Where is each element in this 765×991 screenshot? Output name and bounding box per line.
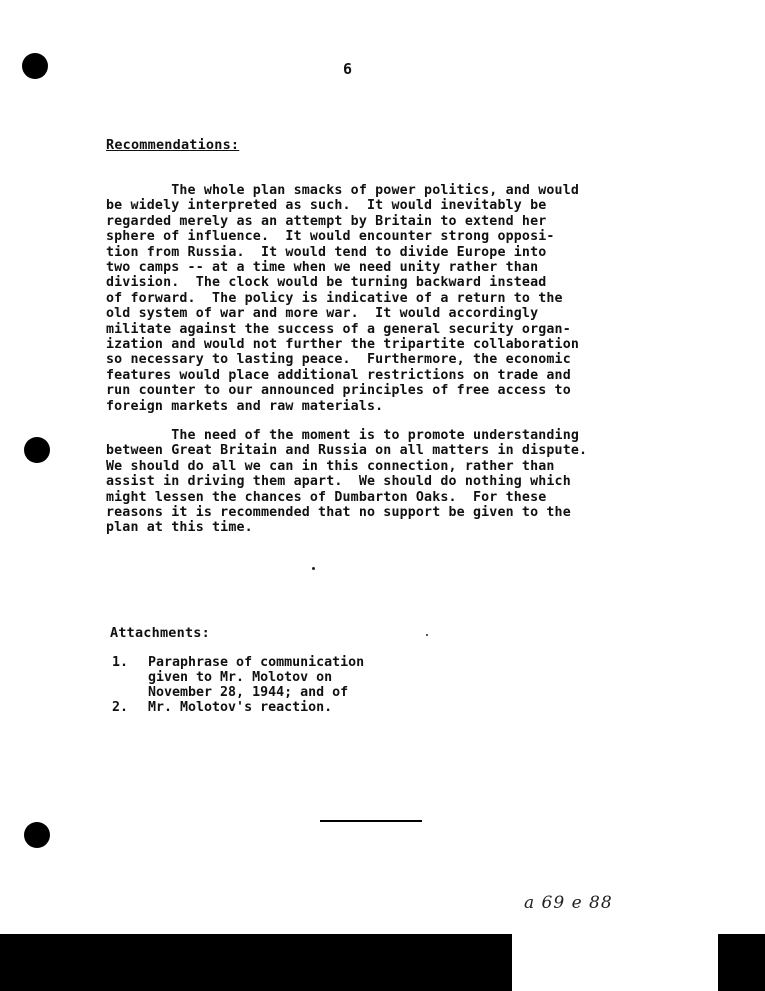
horizontal-rule [320, 820, 422, 822]
text-line: Paraphrase of communication [148, 655, 365, 670]
speck [426, 634, 428, 636]
text-line: reasons it is recommended that no support be given to the [106, 505, 571, 521]
text-line: The whole plan smacks of power politics, and would [106, 183, 580, 198]
punch-hole-bottom [24, 822, 50, 848]
text-line: assist in driving them apart. We should do nothing which [106, 474, 571, 490]
text-line: plan at this time. [106, 520, 253, 536]
text-line: regarded merely as an attempt by Britain to extend her [106, 213, 547, 229]
text-line: between Great Britain and Russia on all matters in dispute. [106, 443, 588, 459]
attachment-number: 2. [112, 700, 129, 715]
attachment-item-2 [112, 700, 364, 715]
text-line: We should do all we can in this connection, rather than [106, 458, 555, 474]
attachment-text [148, 655, 364, 700]
attachment-text [148, 700, 332, 715]
attachment-item-1 [112, 655, 364, 700]
text-line: foreign markets and raw materials. [106, 398, 384, 414]
text-line: division. The clock would be turning backward instead [106, 275, 547, 291]
text-line: The need of the moment is to promote understanding [106, 428, 580, 443]
section-heading: Recommendations: [106, 137, 240, 153]
attachment-number: 1. [112, 655, 129, 670]
text-line: Mr. Molotov's reaction. [148, 700, 333, 715]
text-line: ization and would not further the tripartite collaboration [106, 337, 580, 353]
scan-border-left [0, 934, 512, 991]
page-number: 6 [343, 60, 353, 78]
scan-border-right [718, 934, 765, 991]
attachments-list [112, 655, 364, 715]
text-line: sphere of influence. It would encounter strong opposi- [106, 229, 555, 245]
paragraph-recommendations [106, 183, 579, 414]
text-line: old system of war and more war. It would accordingly [106, 306, 539, 322]
speck [312, 567, 315, 570]
attachments-heading: Attachments: [110, 625, 210, 641]
text-line: be widely interpreted as such. It would inevitably be [106, 198, 547, 214]
text-line: November 28, 1944; and of [148, 685, 349, 700]
punch-hole-top [22, 53, 48, 79]
text-line: given to Mr. Molotov on [148, 670, 333, 685]
handwritten-note: a 69 e 88 [524, 893, 613, 913]
text-line: two camps -- at a time when we need unity rather than [106, 260, 539, 276]
text-line: features would place additional restrictions on trade and [106, 367, 571, 383]
punch-hole-middle [24, 437, 50, 463]
text-line: so necessary to lasting peace. Furthermore, the economic [106, 352, 571, 368]
text-line: might lessen the chances of Dumbarton Oaks. For these [106, 489, 547, 505]
text-line: of forward. The policy is indicative of a return to the [106, 290, 563, 306]
paragraph-need-of-moment [106, 428, 587, 536]
text-line: militate against the success of a general security organ- [106, 321, 571, 337]
text-line: tion from Russia. It would tend to divide Europe into [106, 244, 547, 260]
text-line: run counter to our announced principles of free access to [106, 383, 571, 399]
